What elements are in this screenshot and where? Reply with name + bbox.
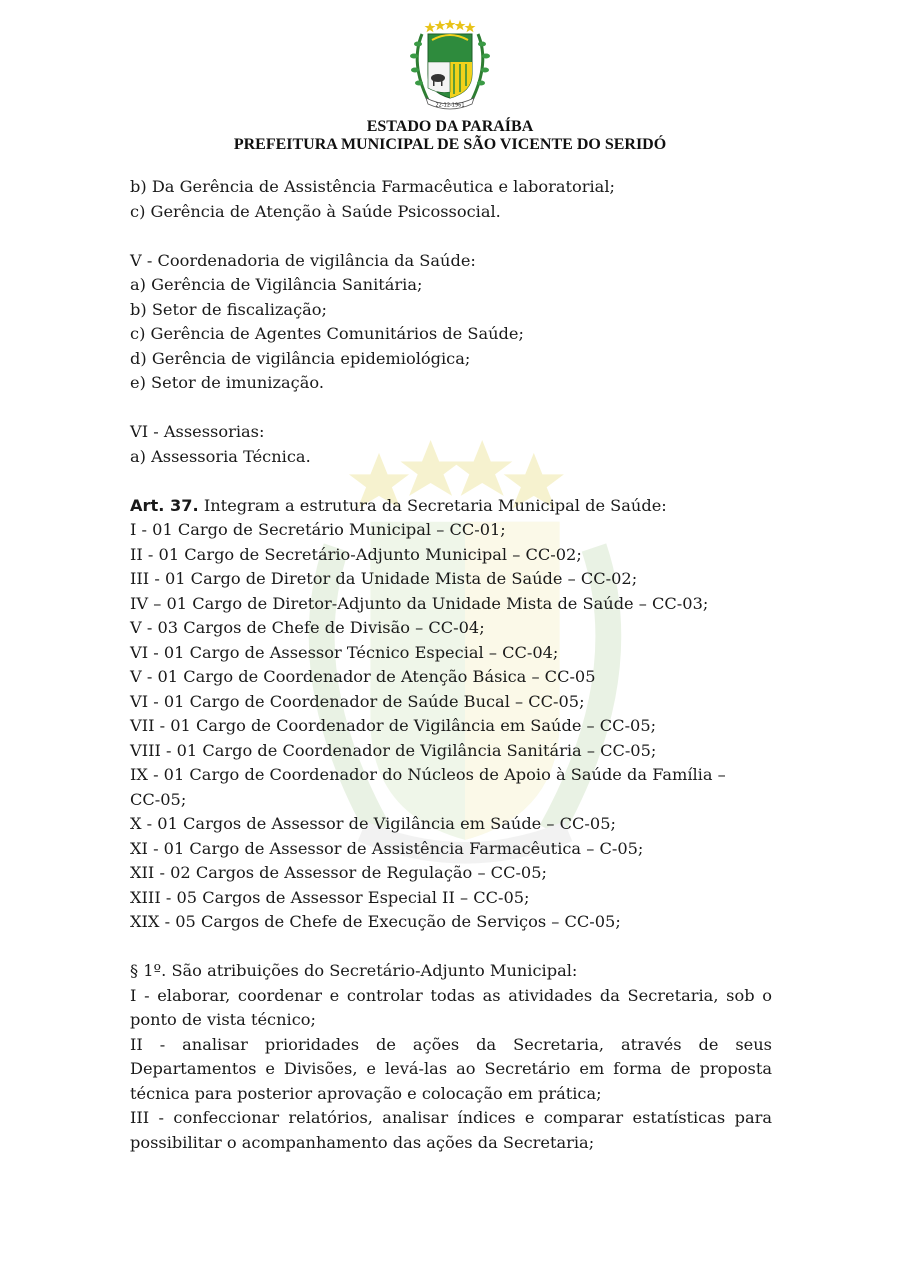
state-title: ESTADO DA PARAÍBA [366, 118, 534, 135]
list-item: III - 01 Cargo de Diretor da Unidade Mista de Saúde – CC-02; [130, 569, 638, 588]
list-item: CC-05; [130, 789, 187, 809]
list-item: VIII - 01 Cargo de Coordenador de Vigilância Sanitária – CC-05; [130, 740, 657, 760]
article-heading [130, 494, 772, 519]
list-item: X - 01 Cargos de Assessor de Vigilância em Saúde – CC-05; [130, 814, 616, 833]
list-item: VI - 01 Cargo de Coordenador de Saúde Bucal – CC-05; [130, 691, 585, 711]
list-item: I - elaborar, coordenar e controlar todas as atividades da Secretaria, sob o ponto de vista técnico; [130, 985, 772, 1029]
article-label: Art. 37. [130, 495, 199, 515]
list-item: II - 01 Cargo de Secretário-Adjunto Municipal – CC-02; [130, 544, 582, 564]
list-item: VI - 01 Cargo de Assessor Técnico Especial – CC-04; [130, 642, 559, 662]
list-item: XIX - 05 Cargos de Chefe de Execução de Serviços – CC-05; [130, 912, 621, 931]
list-item: V - 01 Cargo de Coordenador de Atenção Básica – CC-05 [130, 667, 596, 686]
list-item: III - confeccionar relatórios, analisar índices e comparar estatísticas para possibilitar o acompanhamento das ações da Secretaria; [130, 1108, 772, 1152]
section-heading: V - Coordenadoria de vigilância da Saúde: [130, 250, 476, 270]
list-item: VII - 01 Cargo de Coordenador de Vigilância em Saúde – CC-05; [130, 716, 657, 735]
list-item: a) Gerência de Vigilância Sanitária; [130, 275, 423, 294]
list-item: d) Gerência de vigilância epidemiológica; [130, 348, 471, 368]
municipal-crest-icon [400, 18, 500, 110]
list-item: e) Setor de imunização. [130, 373, 324, 392]
section-heading: VI - Assessorias: [130, 422, 265, 441]
list-item: IV – 01 Cargo de Diretor-Adjunto da Unidade Mista de Saúde – CC-03; [130, 593, 709, 613]
list-item: XIII - 05 Cargos de Assessor Especial II – CC-05; [130, 887, 530, 907]
list-item: XI - 01 Cargo de Assessor de Assistência Farmacêutica – C-05; [130, 838, 644, 858]
list-item: V - 03 Cargos de Chefe de Divisão – CC-04; [130, 618, 485, 637]
municipality-title: PREFEITURA MUNICIPAL DE SÃO VICENTE DO SERIDÓ [233, 136, 667, 153]
list-item: IX - 01 Cargo de Coordenador do Núcleos de Apoio à Saúde da Família – [130, 765, 726, 784]
list-item: a) Assessoria Técnica. [130, 446, 311, 466]
list-item: b) Da Gerência de Assistência Farmacêutica e laboratorial; [130, 177, 615, 196]
crest-motto: 22-12-1961 [435, 102, 465, 109]
list-item: II - analisar prioridades de ações da Secretaria, através de seus Departamentos e Divisões, e levá-las ao Secretário em forma de proposta técnica para posterior aprovação e colocação em prática; [130, 1034, 772, 1103]
list-item: I - 01 Cargo de Secretário Municipal – CC-01; [130, 520, 506, 539]
document-body [130, 175, 772, 1155]
list-item: b) Setor de fiscalização; [130, 299, 327, 319]
article-intro: Integram a estrutura da Secretaria Municipal de Saúde: [198, 495, 667, 515]
document-header [0, 18, 900, 154]
list-item: c) Gerência de Agentes Comunitários de Saúde; [130, 324, 524, 343]
paragraph-title: § 1º. São atribuições do Secretário-Adjunto Municipal: [130, 961, 578, 980]
list-item: XII - 02 Cargos de Assessor de Regulação – CC-05; [130, 863, 547, 882]
list-item: c) Gerência de Atenção à Saúde Psicossocial. [130, 201, 501, 221]
